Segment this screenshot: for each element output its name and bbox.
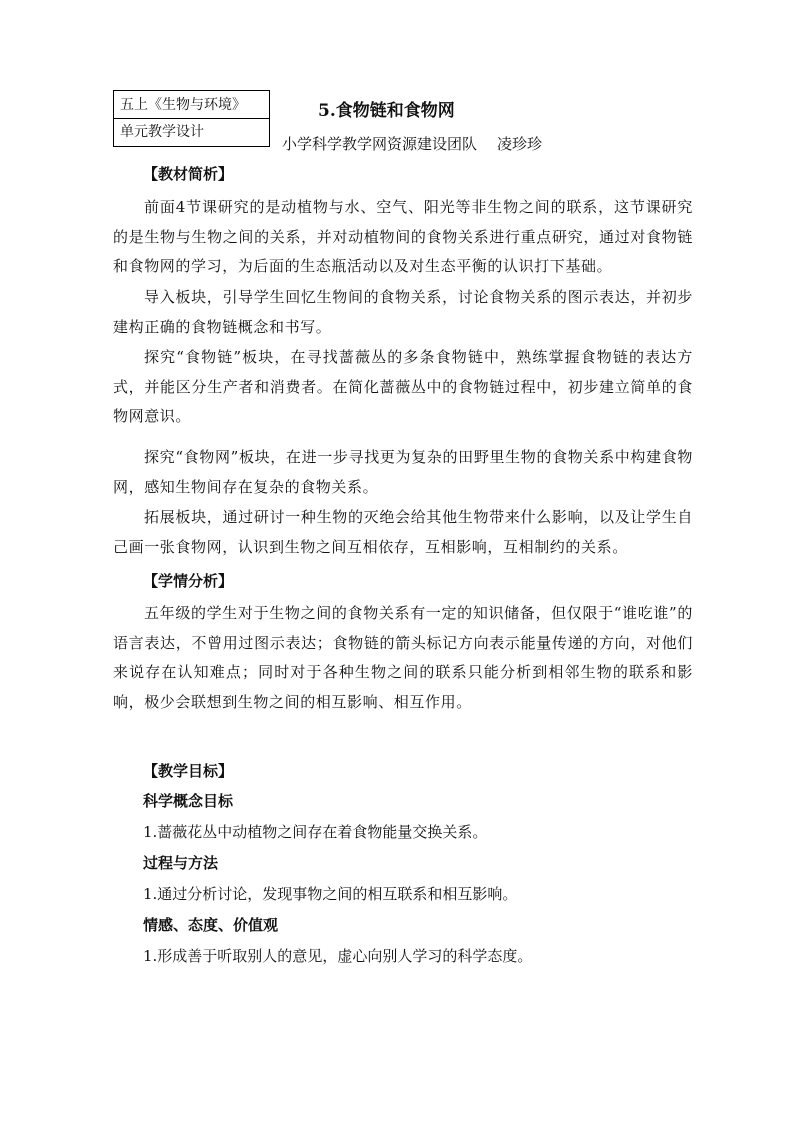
goal-concept-title: 科学概念目标 [143, 792, 234, 810]
unit-label-line1: 五上《生物与环境》 [114, 91, 269, 119]
goal-process-item: 1.通过分析讨论，发现事物之间的相互联系和相互影响。 [143, 885, 518, 903]
heading-teaching-goals: 【教学目标】 [143, 762, 234, 780]
analysis-paragraph-2: 导入板块，引导学生回忆生物间的食物关系，讨论食物关系的图示表达，并初步建构正确的食物链概念和书写。 [113, 288, 693, 336]
heading-material-analysis: 【教材简析】 [143, 165, 234, 183]
author-org: 小学科学教学网资源建设团队 [282, 135, 478, 153]
unit-label-box [113, 90, 270, 147]
analysis-paragraph-3: 探究“食物链”板块，在寻找蔷薇丛的多条食物链中，熟练掌握食物链的表达方式，并能区分生产者和消费者。在简化蔷薇丛中的食物链过程中，初步建立简单的食物网意识。 [113, 348, 693, 426]
goal-attitude-title: 情感、态度、价值观 [143, 916, 279, 934]
goal-process-title: 过程与方法 [143, 854, 219, 872]
analysis-paragraph-1: 前面4节课研究的是动植物与水、空气、阳光等非生物之间的联系，这节课研究的是生物与生物之间的关系，并对动植物间的食物关系进行重点研究，通过对食物链和食物网的学习，为后面的生态瓶活动以及对生态平衡的认识打下基础。 [113, 198, 693, 276]
author-line [282, 133, 542, 154]
heading-student-analysis: 【学情分析】 [143, 572, 234, 590]
author-name: 凌珍珍 [497, 135, 543, 153]
analysis-paragraph-4: 探究“食物网”板块，在进一步寻找更为复杂的田野里生物的食物关系中构建食物网，感知生物间存在复杂的食物关系。 [113, 448, 693, 496]
goal-attitude-item: 1.形成善于听取别人的意见，虚心向别人学习的科学态度。 [143, 947, 533, 965]
goal-concept-item: 1.蔷薇花丛中动植物之间存在着食物能量交换关系。 [143, 823, 488, 841]
analysis-paragraph-5: 拓展板块，通过研讨一种生物的灭绝会给其他生物带来什么影响，以及让学生自己画一张食物网，认识到生物之间互相依存，互相影响，互相制约的关系。 [113, 508, 693, 556]
lesson-title: 5.食物链和食物网 [318, 101, 455, 121]
unit-label-line2: 单元教学设计 [120, 124, 204, 140]
student-analysis-paragraph: 五年级的学生对于生物之间的食物关系有一定的知识储备，但仅限于“谁吃谁”的语言表达，不曾用过图示表达；食物链的箭头标记方向表示能量传递的方向，对他们来说存在认知难点；同时对于各种生物之间的联系只能分析到相邻生物的联系和影响，极少会联想到生物之间的相互影响、相互作用。 [113, 604, 693, 712]
